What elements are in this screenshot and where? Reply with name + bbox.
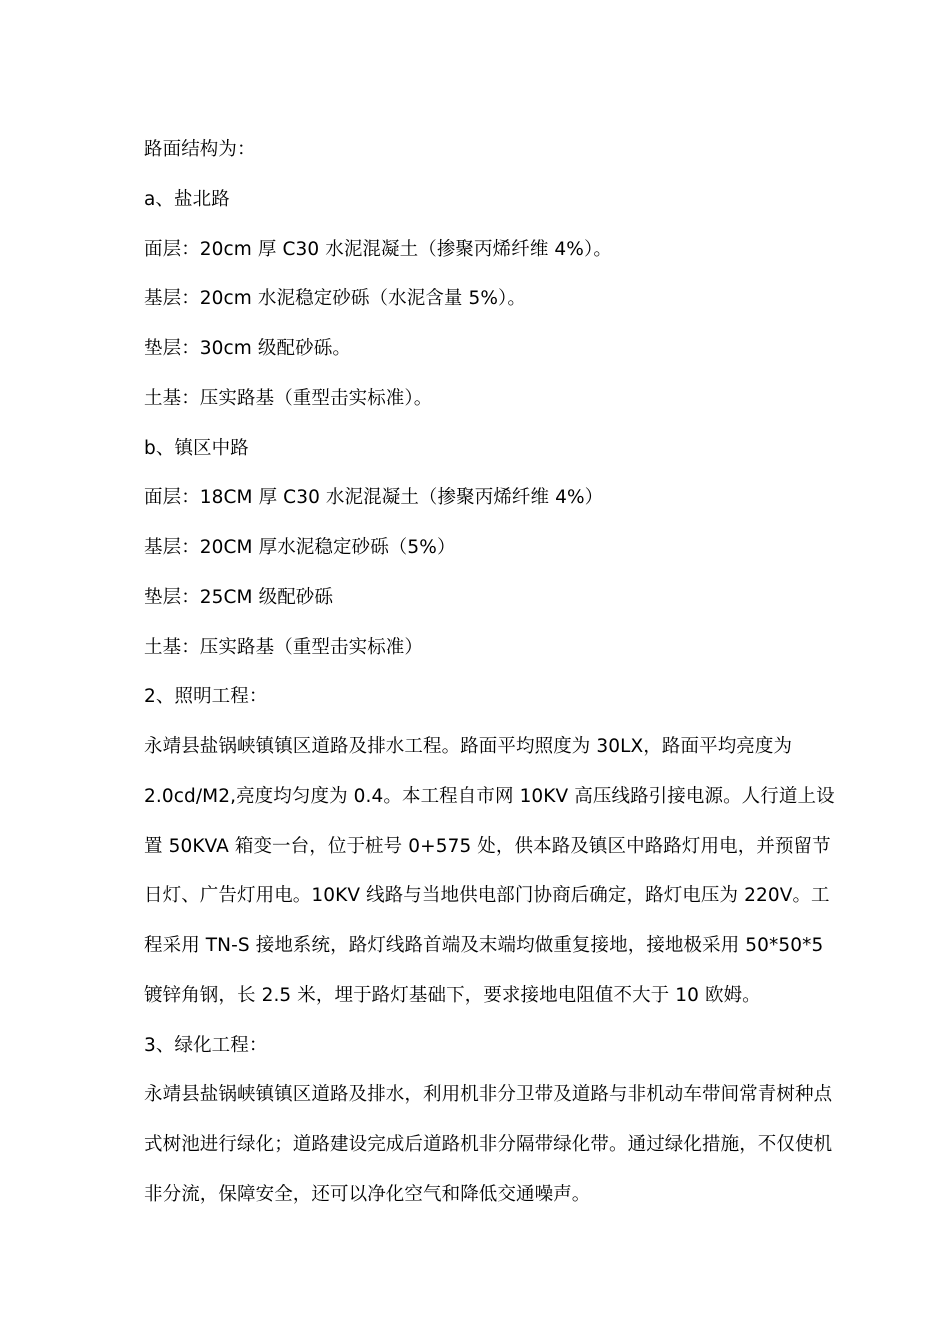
text-line: 程采用 TN-S 接地系统，路灯线路首端及末端均做重复接地，接地极采用 50*50*5 — [144, 935, 824, 956]
text-line: 垫层：25CM 级配砂砾 — [144, 587, 334, 608]
text-line: 3、绿化工程： — [144, 1035, 268, 1056]
text-line: 置 50KVA 箱变一台，位于桩号 0+575 处，供本路及镇区中路路灯用电，并预留节 — [144, 836, 831, 857]
text-line: 镀锌角钢，长 2.5 米，埋于路灯基础下，要求接地电阻值不大于 10 欧姆。 — [144, 985, 761, 1006]
text-line: 面层：20cm 厚 C30 水泥混凝土（掺聚丙烯纤维 4%）。 — [144, 239, 612, 260]
text-line: b、镇区中路 — [144, 438, 249, 459]
text-line: 面层：18CM 厚 C30 水泥混凝土（掺聚丙烯纤维 4%） — [144, 487, 604, 508]
text-line: a、盐北路 — [144, 189, 230, 210]
text-line: 2、照明工程： — [144, 686, 268, 707]
text-line: 非分流，保障安全，还可以净化空气和降低交通噪声。 — [144, 1184, 591, 1205]
text-line: 基层：20CM 厚水泥稳定砂砾（5%） — [144, 537, 456, 558]
text-line: 路面结构为： — [144, 139, 256, 160]
text-line: 永靖县盐锅峡镇镇区道路及排水，利用机非分卫带及道路与非机动车带间常青树种点 — [144, 1084, 833, 1105]
text-line: 永靖县盐锅峡镇镇区道路及排水工程。路面平均照度为 30LX，路面平均亮度为 — [144, 736, 793, 757]
text-line: 2.0cd/M2,亮度均匀度为 0.4。本工程自市网 10KV 高压线路引接电源。人行道上设 — [144, 786, 835, 807]
text-line: 日灯、广告灯用电。10KV 线路与当地供电部门协商后确定，路灯电压为 220V。工 — [144, 885, 830, 906]
text-line: 基层：20cm 水泥稳定砂砾（水泥含量 5%）。 — [144, 288, 526, 309]
text-line: 垫层：30cm 级配砂砾。 — [144, 338, 351, 359]
text-line: 式树池进行绿化；道路建设完成后道路机非分隔带绿化带。通过绿化措施，不仅使机 — [144, 1134, 833, 1155]
text-line: 土基：压实路基（重型击实标准） — [144, 637, 424, 658]
text-line: 土基：压实路基（重型击实标准）。 — [144, 388, 433, 409]
